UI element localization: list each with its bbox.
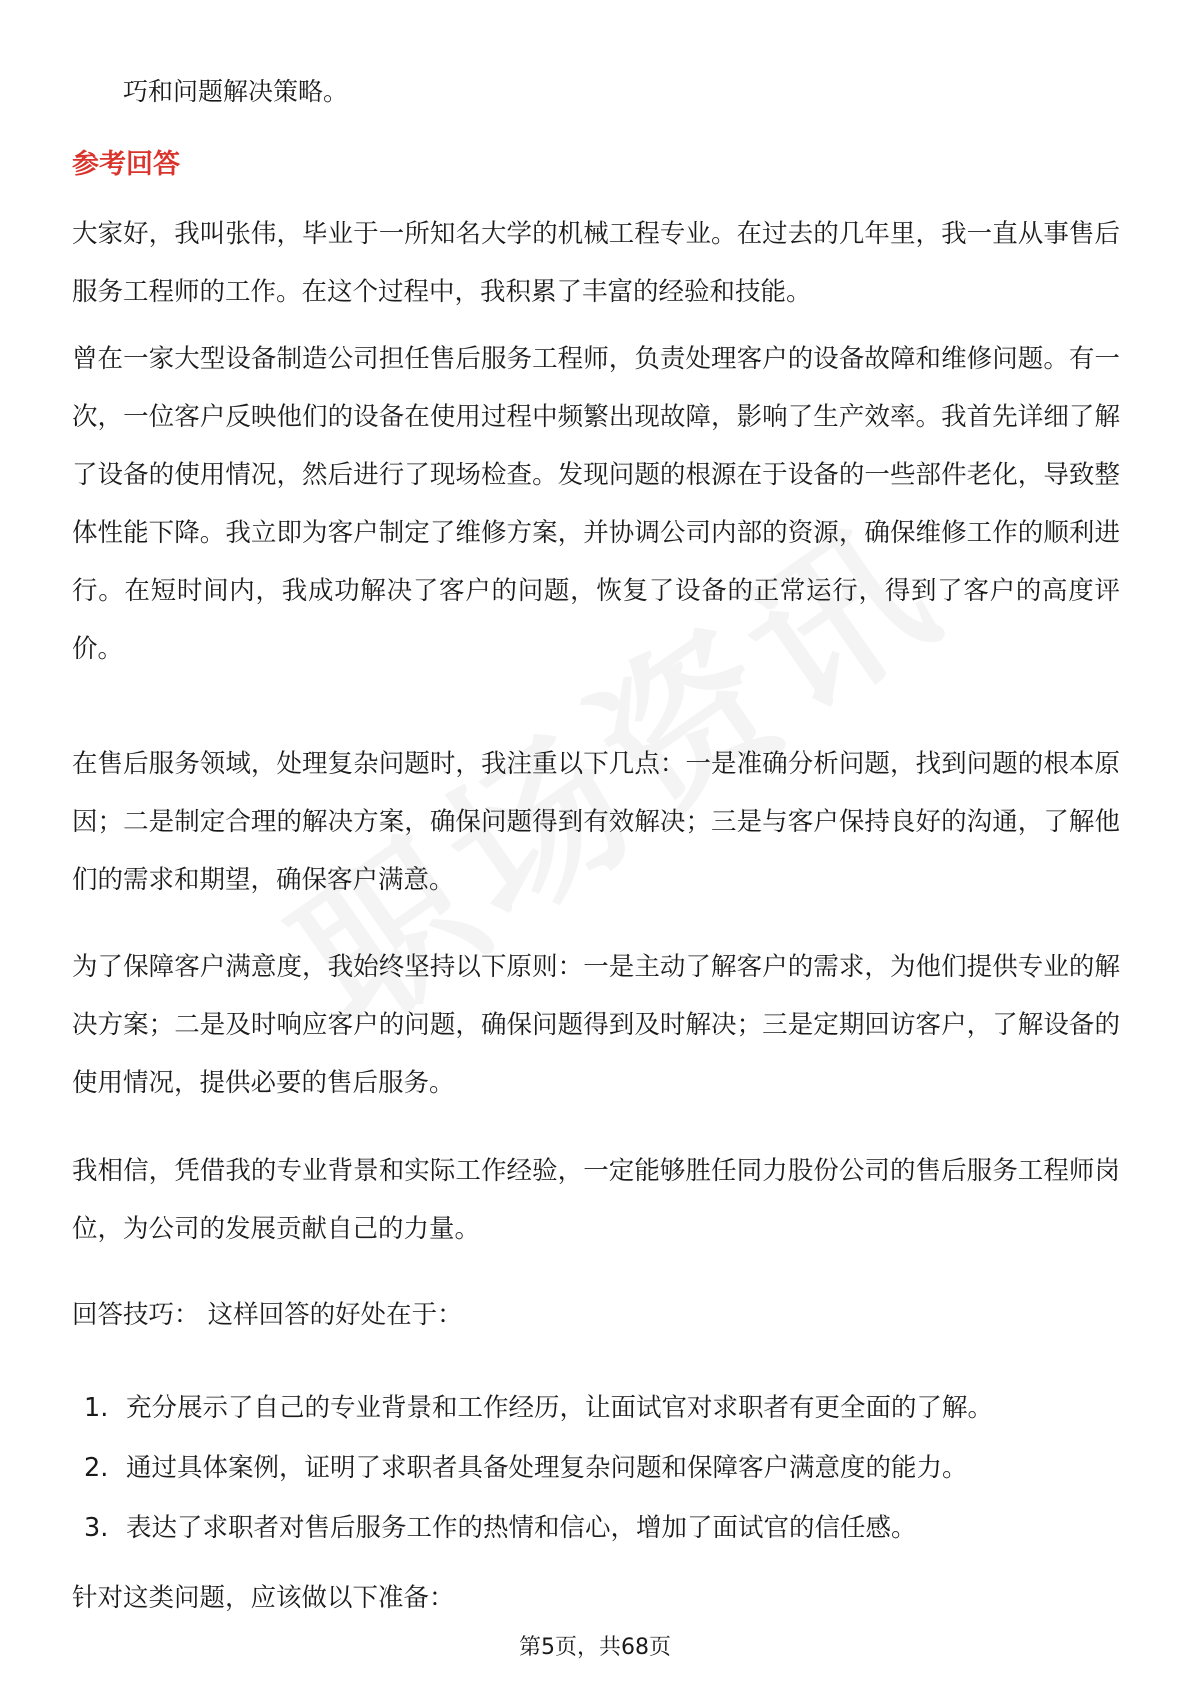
paragraph-case: 曾在一家大型设备制造公司担任售后服务工程师，负责处理客户的设备故障和维修问题。有一次，一位客户反映他们的设备在使用过程中频繁出现故障，影响了生产效率。我首先详细了解了设备的使用情况，然后进行了现场检查。发现问题的根源在于设备的一些部件老化，导致整体性能下降。我立即为客户制定了维修方案，并协调公司内部的资源，确保维修工作的顺利进行。在短时间内，我成功解决了客户的问题，恢复了设备的正常运行，得到了客户的高度评价。 xyxy=(72,344,1120,664)
paragraph-closing: 我相信，凭借我的专业背景和实际工作经验，一定能够胜任同力股份公司的售后服务工程师岗位，为公司的发展贡献自己的力量。 xyxy=(72,1156,1120,1244)
prep-line: 针对这类问题，应该做以下准备： xyxy=(72,1583,455,1613)
list-number: 2. xyxy=(84,1453,109,1483)
list-item xyxy=(84,1378,993,1438)
list-text: 表达了求职者对售后服务工作的热情和信心，增加了面试官的信任感。 xyxy=(126,1513,917,1543)
section-heading: 参考回答 xyxy=(72,149,180,180)
list-text: 通过具体案例，证明了求职者具备处理复杂问题和保障客户满意度的能力。 xyxy=(126,1453,968,1483)
page-footer: 第5页，共68页 xyxy=(519,1635,671,1660)
continuation-text: 巧和问题解决策略。 xyxy=(123,77,349,106)
paragraph-approach: 在售后服务领域，处理复杂问题时，我注重以下几点：一是准确分析问题，找到问题的根本原因；二是制定合理的解决方案，确保问题得到有效解决；三是与客户保持良好的沟通，了解他们的需求和期望，确保客户满意。 xyxy=(72,749,1120,895)
list-number: 1. xyxy=(84,1393,109,1423)
list-number: 3. xyxy=(84,1513,109,1543)
paragraph-intro: 大家好，我叫张伟，毕业于一所知名大学的机械工程专业。在过去的几年里，我一直从事售后服务工程师的工作。在这个过程中，我积累了丰富的经验和技能。 xyxy=(72,219,1120,307)
paragraph-principles: 为了保障客户满意度，我始终坚持以下原则：一是主动了解客户的需求，为他们提供专业的解决方案；二是及时响应客户的问题，确保问题得到及时解决；三是定期回访客户，了解设备的使用情况，提供必要的售后服务。 xyxy=(72,952,1120,1098)
tips-list xyxy=(84,1378,993,1558)
list-item xyxy=(84,1498,993,1558)
list-text: 充分展示了自己的专业背景和工作经历，让面试官对求职者有更全面的了解。 xyxy=(126,1393,994,1423)
list-item xyxy=(84,1438,993,1498)
tips-label: 回答技巧： 这样回答的好处在于： xyxy=(72,1300,463,1330)
